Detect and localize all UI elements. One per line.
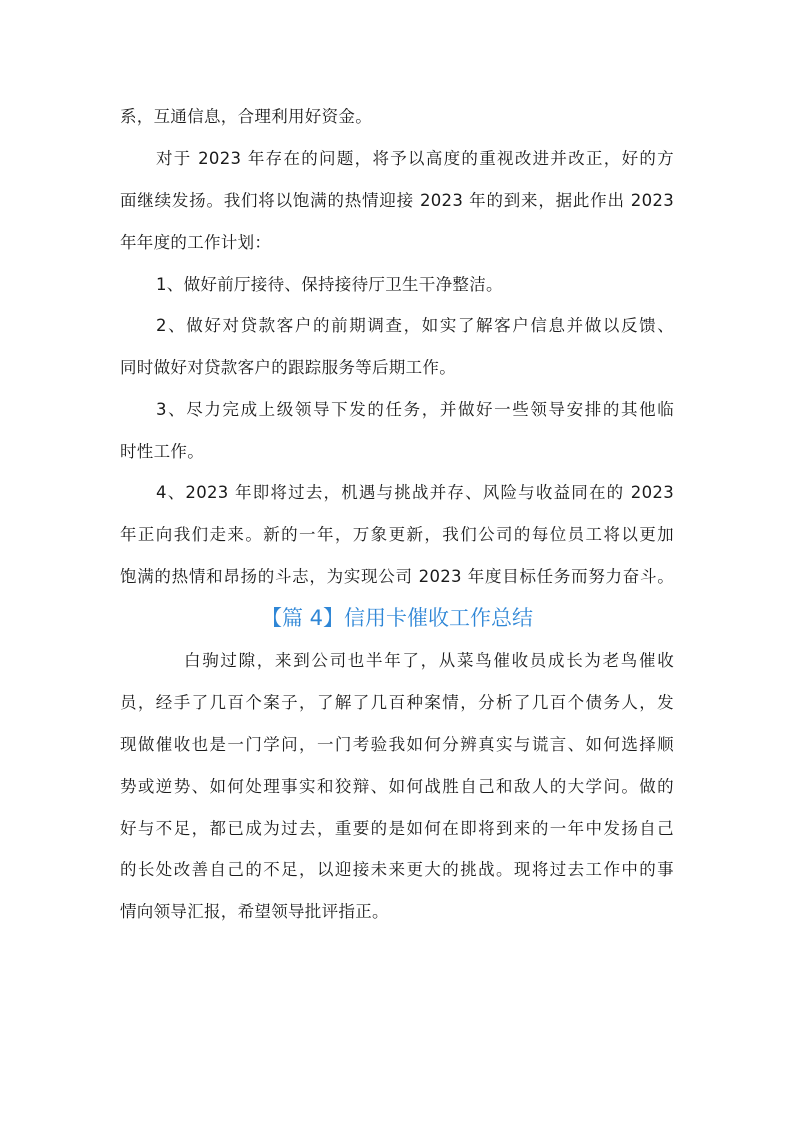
section-heading: 【篇 4】信用卡催收工作总结 [260,606,534,630]
paragraph-line: 的长处改善自己的不足，以迎接未来更大的挑战。现将过去工作中的事 [120,860,674,879]
list-item-1: 1、做好前厅接待、保持接待厅卫生干净整洁。 [156,275,503,294]
list-item-2-cont: 同时做好对贷款客户的跟踪服务等后期工作。 [120,358,456,377]
paragraph-line: 员，经手了几百个案子，了解了几百种案情，分析了几百个债务人，发 [120,693,674,712]
list-item-4-cont: 年正向我们走来。新的一年，万象更新，我们公司的每位员工将以更加 [120,525,674,544]
paragraph-line: 面继续发扬。我们将以饱满的热情迎接 2023 年的到来，据此作出 2023 [120,191,674,210]
list-item-4-cont: 饱满的热情和昂扬的斗志，为实现公司 2023 年度目标任务而努力奋斗。 [120,567,674,586]
list-item-3: 3、尽力完成上级领导下发的任务，并做好一些领导安排的其他临 [156,400,674,419]
list-item-3-cont: 时性工作。 [120,442,204,461]
paragraph-line: 对于 2023 年存在的问题，将予以高度的重视改进并改正，好的方 [156,149,674,168]
paragraph-line: 系，互通信息，合理利用好资金。 [120,107,372,126]
paragraph-line: 势或逆势、如何处理事实和狡辩、如何战胜自己和敌人的大学问。做的 [120,777,674,796]
list-item-2: 2、做好对贷款客户的前期调查，如实了解客户信息并做以反馈、 [156,316,674,335]
paragraph-line: 白驹过隙，来到公司也半年了，从菜鸟催收员成长为老鸟催收 [184,651,674,670]
list-item-4: 4、2023 年即将过去，机遇与挑战并存、风险与收益同在的 2023 [156,483,674,502]
paragraph-line: 情向领导汇报，希望领导批评指正。 [120,902,389,921]
paragraph-line: 现做催收也是一门学问，一门考验我如何分辨真实与谎言、如何选择顺 [120,735,674,754]
paragraph-line: 年年度的工作计划： [120,233,272,252]
paragraph-line: 好与不足，都已成为过去，重要的是如何在即将到来的一年中发扬自己 [120,819,674,838]
